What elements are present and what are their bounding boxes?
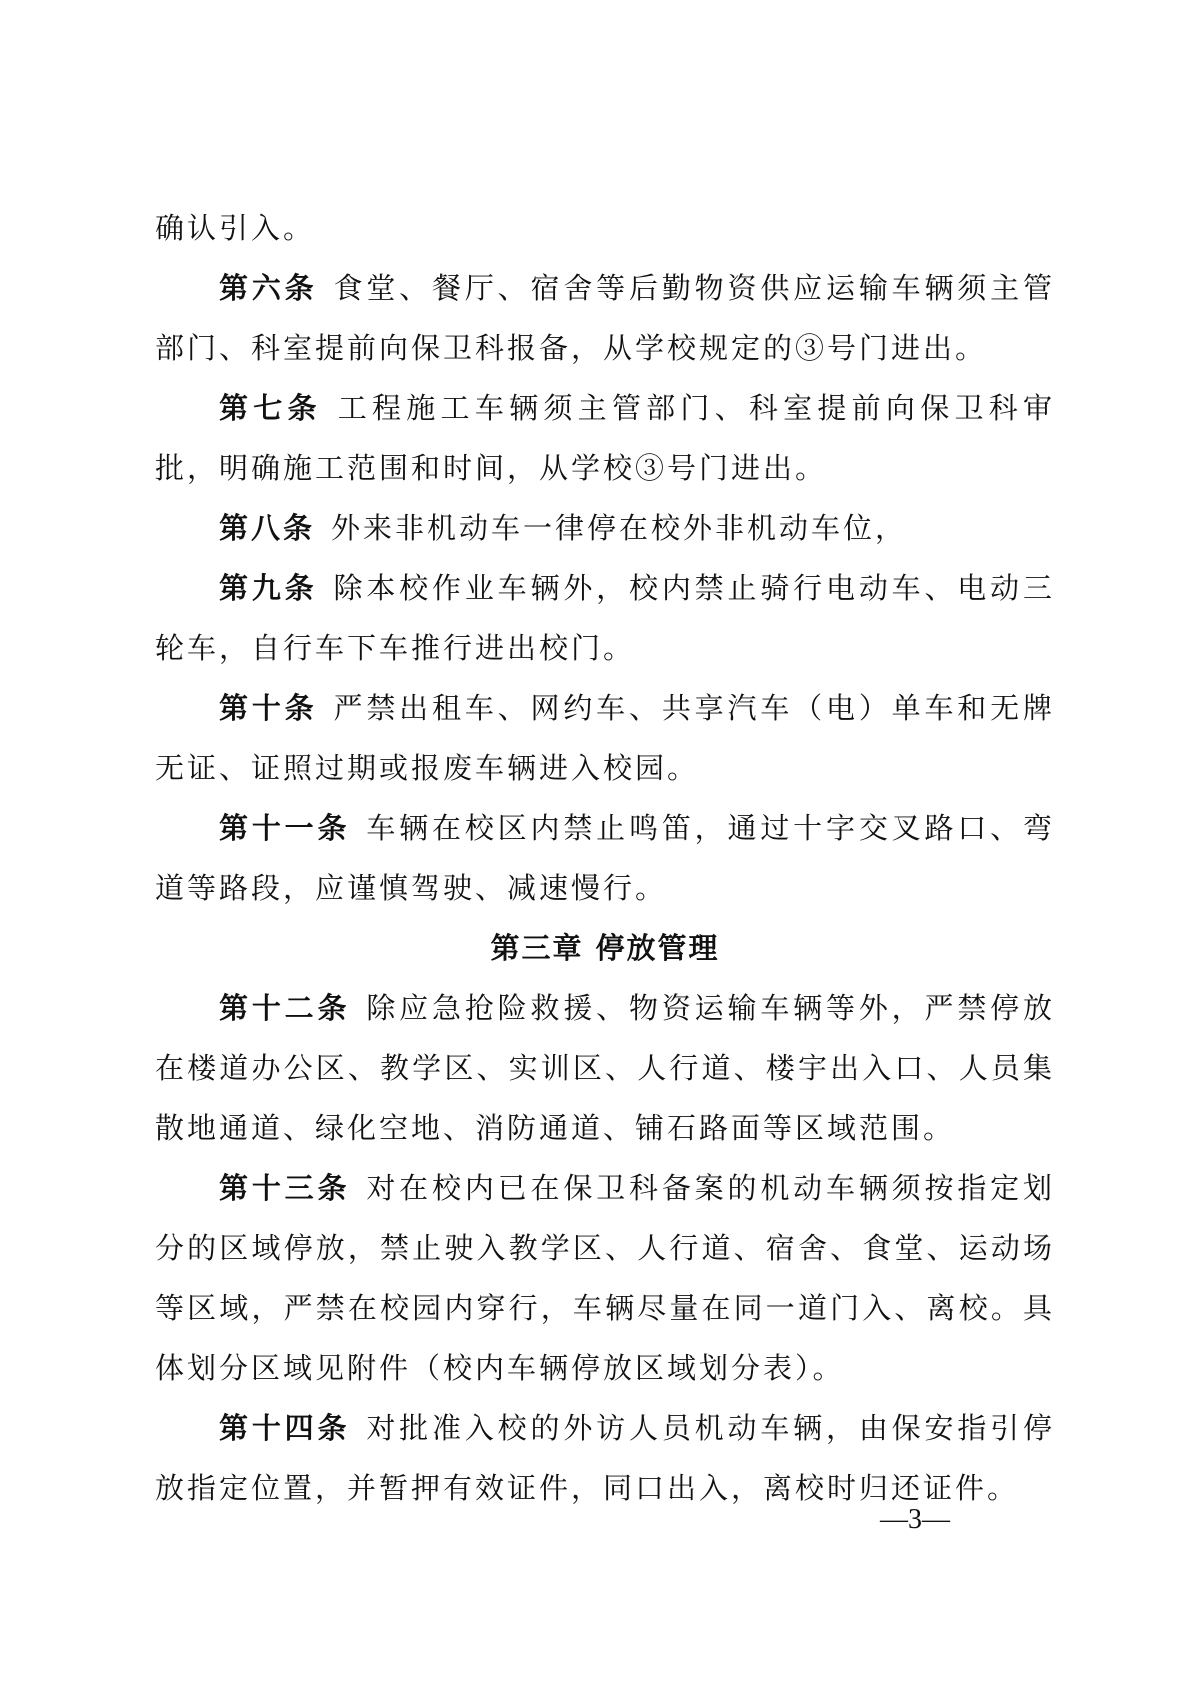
article-text: 车辆在校区内禁止鸣笛，通过十字交叉路口、弯道等路段，应谨慎驾驶、减速慢行。 xyxy=(155,811,1055,905)
article-14 xyxy=(155,1398,1055,1518)
article-text: 食堂、餐厅、宿舍等后勤物资供应运输车辆须主管部门、科室提前向保卫科报备，从学校规定的③号门进出。 xyxy=(155,271,1055,365)
article-12 xyxy=(155,978,1055,1158)
article-text: 除本校作业车辆外，校内禁止骑行电动车、电动三轮车，自行车下车推行进出校门。 xyxy=(155,571,1055,665)
article-13 xyxy=(155,1158,1055,1398)
article-label: 第十一条 xyxy=(219,811,351,845)
article-label: 第十四条 xyxy=(219,1411,351,1445)
article-label: 第十条 xyxy=(219,691,318,725)
article-label: 第六条 xyxy=(219,271,318,305)
article-text: 外来非机动车一律停在校外非机动车位， xyxy=(331,511,908,545)
article-6 xyxy=(155,258,1055,378)
article-label: 第九条 xyxy=(219,571,318,605)
continuation-paragraph: 确认引入。 xyxy=(155,211,316,245)
chapter-heading: 第三章 停放管理 xyxy=(490,931,720,965)
article-label: 第十二条 xyxy=(219,991,351,1025)
article-9 xyxy=(155,558,1055,678)
article-10 xyxy=(155,678,1055,798)
article-text: 除应急抢险救援、物资运输车辆等外，严禁停放在楼道办公区、教学区、实训区、人行道、楼宇出入口、人员集散地通道、绿化空地、消防通道、铺石路面等区域范围。 xyxy=(155,991,1055,1145)
article-11 xyxy=(155,798,1055,918)
article-8 xyxy=(155,498,1055,558)
article-text: 工程施工车辆须主管部门、科室提前向保卫科审批，明确施工范围和时间，从学校③号门进出。 xyxy=(155,391,1055,485)
article-text: 对批准入校的外访人员机动车辆，由保安指引停放指定位置，并暂押有效证件，同口出入，离校时归还证件。 xyxy=(155,1411,1055,1505)
article-7 xyxy=(155,378,1055,498)
article-label: 第七条 xyxy=(219,391,322,425)
document-body xyxy=(155,198,1055,1518)
article-label: 第十三条 xyxy=(219,1171,351,1205)
page-number: —3— xyxy=(880,1504,950,1535)
article-text: 严禁出租车、网约车、共享汽车（电）单车和无牌无证、证照过期或报废车辆进入校园。 xyxy=(155,691,1055,785)
article-text: 对在校内已在保卫科备案的机动车辆须按指定划分的区域停放，禁止驶入教学区、人行道、宿舍、食堂、运动场等区域，严禁在校园内穿行，车辆尽量在同一道门入、离校。具体划分区域见附件（校内车辆停放区域划分表）。 xyxy=(155,1171,1055,1385)
article-label: 第八条 xyxy=(219,511,316,545)
